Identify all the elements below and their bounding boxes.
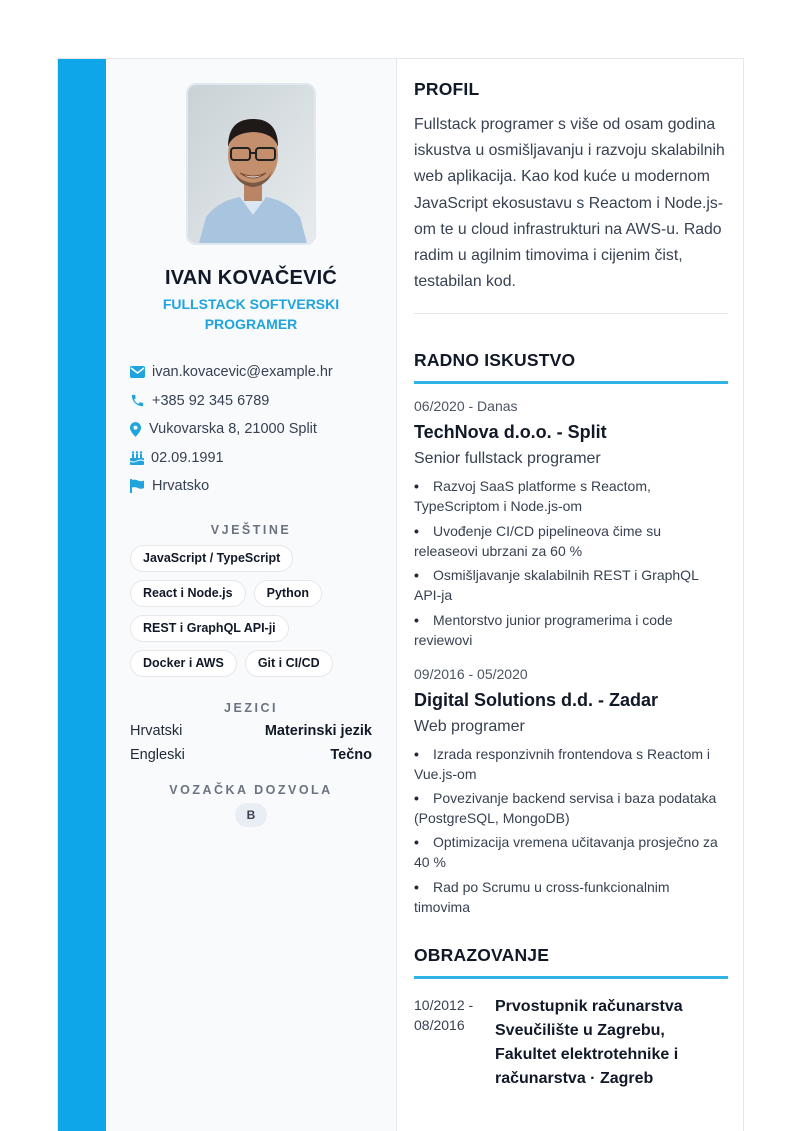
- phone-icon: [130, 393, 152, 408]
- education-period: 10/2012 - 08/2016: [414, 996, 474, 1033]
- skill-chip: REST i GraphQL API-ji: [130, 615, 289, 642]
- contact-birthdate: [130, 444, 372, 473]
- experience-heading: RADNO ISKUSTVO: [414, 350, 728, 384]
- cv-page: [57, 58, 744, 1131]
- language-level: Tečno: [330, 746, 372, 763]
- bullet-text: Osmišljavanje skalabilnih REST i GraphQL API-ja: [414, 567, 699, 604]
- bullet-text: Mentorstvo junior programerima i code reviewovi: [414, 611, 673, 648]
- flag-icon: [130, 479, 152, 493]
- job-company: Digital Solutions d.d. - Zadar: [414, 689, 659, 710]
- job-company: TechNova d.o.o. - Split: [414, 422, 607, 443]
- education-entry: [414, 995, 728, 1091]
- contact-phone: [130, 387, 372, 416]
- address-text: Vukovarska 8, 21000 Split: [149, 421, 317, 438]
- profile-photo: [186, 83, 316, 245]
- skill-chip: React i Node.js: [130, 580, 246, 607]
- list-item: • Osmišljavanje skalabilnih REST i GraphQL API-ja: [414, 567, 699, 604]
- contact-address: [130, 415, 372, 444]
- cake-icon: [130, 451, 151, 465]
- job-role: Senior fullstack programer: [414, 450, 601, 468]
- list-item: • Povezivanje backend servisa i baza podataka (PostgreSQL, MongoDB): [414, 789, 717, 826]
- skills-heading: VJEŠTINE: [210, 522, 292, 537]
- bullet-text: Povezivanje backend servisa i baza podataka (PostgreSQL, MongoDB): [414, 789, 717, 826]
- profile-text: Fullstack programer s više od osam godina iskustva u osmišljavanju i razvoju skalabilnih web aplikacija. Kao kod kuće u modernom JavaScript ekosustavu s Reactom i Node.js-om te u cloud infrastrukturi na AWS-u. Rado radim u agilnim timovima i cijenim čist, testabilan kod.: [414, 116, 725, 291]
- divider: [414, 313, 728, 314]
- job-entry: [414, 666, 728, 917]
- skill-chip: JavaScript / TypeScript: [130, 545, 293, 572]
- skill-chip: Python: [254, 580, 322, 607]
- envelope-icon: [130, 366, 152, 378]
- accent-bar: [58, 59, 106, 1131]
- contact-list: [130, 358, 372, 501]
- license-badge: B: [235, 803, 267, 827]
- job-bullets: [414, 744, 728, 917]
- language-row: [130, 719, 372, 743]
- bullet-text: Uvođenje CI/CD pipelineova čime su releaseovi ubrzani za 60 %: [414, 522, 661, 559]
- sidebar: [106, 59, 397, 1131]
- job-entry: [414, 398, 728, 649]
- map-pin-icon: [130, 422, 149, 437]
- languages-heading: JEZICI: [224, 700, 278, 715]
- main-content: [398, 59, 744, 1131]
- list-item: • Optimizacija vremena učitavanja prosječno za 40 %: [414, 834, 718, 871]
- job-title: FULLSTACK SOFTVERSKI PROGRAMER: [162, 296, 340, 332]
- job-period: 09/2016 - 05/2020: [414, 665, 528, 682]
- skill-chip: Docker i AWS: [130, 650, 237, 677]
- language-level: Materinski jezik: [264, 722, 372, 739]
- bullet-text: Izrada responzivnih frontendova s Reactom i Vue.js-om: [414, 745, 711, 782]
- language-row: [130, 743, 372, 767]
- job-bullets: [414, 476, 728, 649]
- contact-nationality: [130, 472, 372, 501]
- education-section: [414, 945, 728, 1091]
- job-period: 06/2020 - Danas: [414, 398, 518, 415]
- email-text: ivan.kovacevic@example.hr: [152, 364, 333, 381]
- contact-email: [130, 358, 372, 387]
- profile-section: [414, 79, 728, 314]
- bullet-text: Rad po Scrumu u cross-funkcionalnim timovima: [414, 878, 670, 915]
- job-role: Web programer: [414, 717, 525, 735]
- phone-text: +385 92 345 6789: [152, 392, 270, 409]
- list-item: • Rad po Scrumu u cross-funkcionalnim timovima: [414, 878, 670, 915]
- license-heading: VOZAČKA DOZVOLA: [169, 782, 333, 797]
- list-item: • Uvođenje CI/CD pipelineova čime su releaseovi ubrzani za 60 %: [414, 522, 661, 559]
- list-item: • Mentorstvo junior programerima i code reviewovi: [414, 611, 673, 648]
- education-heading: OBRAZOVANJE: [414, 945, 728, 979]
- list-item: • Razvoj SaaS platforme s Reactom, TypeScriptom i Node.js-om: [414, 478, 651, 515]
- nationality-text: Hrvatsko: [152, 478, 210, 495]
- experience-section: [414, 350, 728, 916]
- list-item: • Izrada responzivnih frontendova s Reactom i Vue.js-om: [414, 745, 711, 782]
- profile-heading: PROFIL: [414, 79, 480, 99]
- education-text: Prvostupnik računarstva Sveučilište u Zagrebu, Fakultet elektrotehnike i računarstva · Zagreb: [495, 997, 683, 1087]
- language-name: Engleski: [130, 746, 185, 763]
- language-name: Hrvatski: [130, 722, 183, 739]
- bullet-text: Razvoj SaaS platforme s Reactom, TypeScriptom i Node.js-om: [414, 478, 651, 515]
- languages-list: [130, 719, 372, 767]
- bullet-text: Optimizacija vremena učitavanja prosječno za 40 %: [414, 834, 718, 871]
- skills-list: [130, 545, 372, 677]
- skill-chip: Git i CI/CD: [245, 650, 333, 677]
- person-name: IVAN KOVAČEVIĆ: [164, 267, 338, 289]
- birthdate-text: 02.09.1991: [151, 449, 224, 466]
